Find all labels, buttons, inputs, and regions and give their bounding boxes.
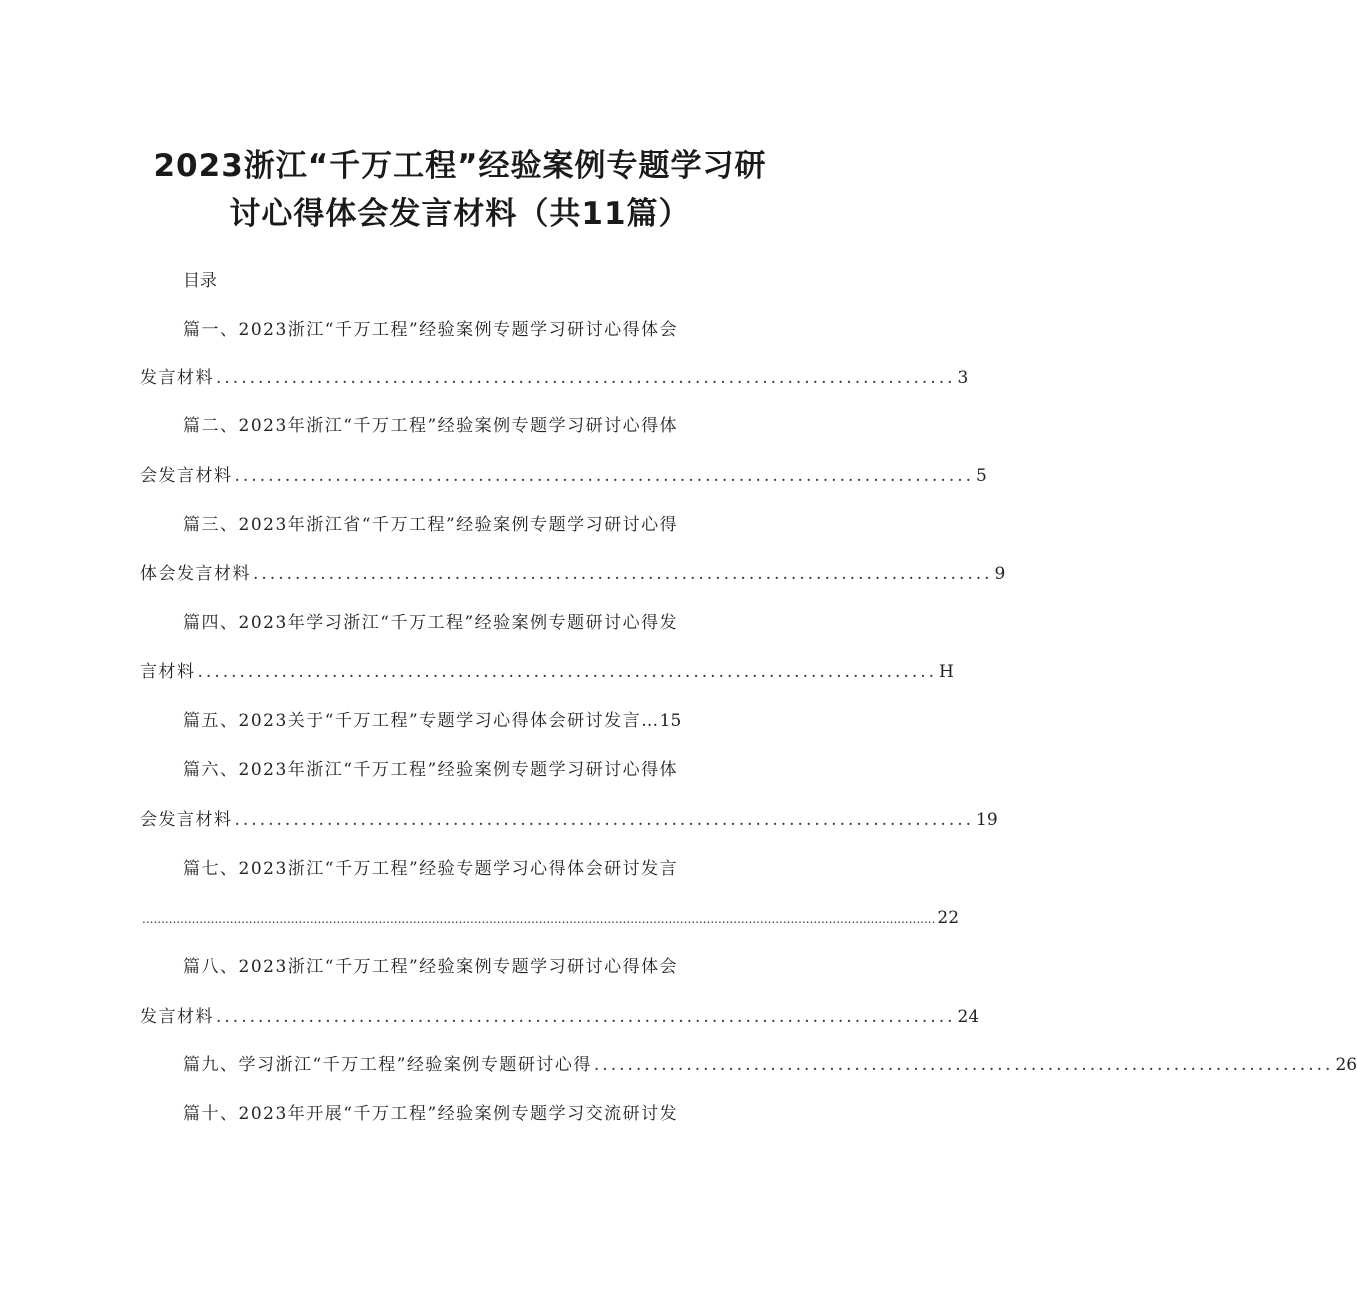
toc-page-number: 9	[994, 564, 1006, 584]
toc-heading: 目录	[183, 271, 217, 291]
toc-entry-text: 体会发言材料	[140, 564, 251, 584]
toc-entry-8-line-2[interactable]	[140, 1005, 980, 1029]
toc-entry-7-line-2[interactable]	[140, 906, 960, 931]
toc-entry-3-line-2[interactable]	[140, 562, 1006, 586]
toc-page-number: 5	[976, 466, 987, 486]
document-title-line-2: 讨心得体会发言材料（共11篇）	[229, 196, 691, 232]
toc-entry-1-line-1[interactable]: 篇一、2023浙江“千万工程”经验案例专题学习研讨心得体会	[183, 320, 679, 340]
toc-page-number: 22	[937, 908, 960, 928]
toc-entry-3-line-1[interactable]: 篇三、2023年浙江省“千万工程”经验案例专题学习研讨心得	[183, 515, 679, 535]
toc-page-number: 3	[957, 368, 969, 388]
toc-entry-4-line-1[interactable]: 篇四、2023年学习浙江“千万工程”经验案例专题研讨心得发	[183, 613, 679, 633]
toc-page-number: 19	[976, 810, 998, 830]
dot-leader: ................................................................................................................................................................................................................	[142, 912, 936, 926]
dot-leader: ........................................................................................	[216, 1007, 956, 1027]
toc-entry-1-line-2[interactable]	[140, 366, 969, 390]
toc-entry-5[interactable]	[183, 709, 743, 733]
dot-leader: ........................................................................................	[234, 466, 975, 486]
toc-page-number: 26	[1335, 1055, 1357, 1075]
dot-leader: ........................................................................................	[593, 1055, 1334, 1075]
toc-entry-text: 发言材料	[140, 368, 214, 388]
toc-entry-6-line-1[interactable]: 篇六、2023年浙江“千万工程”经验案例专题学习研讨心得体	[183, 760, 679, 780]
toc-entry-4-line-2[interactable]	[140, 660, 954, 684]
toc-page-number: 24	[957, 1007, 980, 1027]
dot-leader: ........................................................................................	[253, 564, 993, 584]
toc-entry-2-line-1[interactable]: 篇二、2023年浙江“千万工程”经验案例专题学习研讨心得体	[183, 416, 679, 436]
toc-entry-2-line-2[interactable]	[140, 464, 987, 488]
toc-entry-6-line-2[interactable]	[140, 808, 998, 832]
toc-page-number: 15	[659, 711, 682, 731]
toc-entry-text: 言材料	[140, 662, 196, 682]
dot-leader: ........................................................................................	[216, 368, 956, 388]
toc-entry-7-line-1[interactable]: 篇七、2023浙江“千万工程”经验专题学习心得体会研讨发言	[183, 859, 679, 879]
toc-entry-text: 发言材料	[140, 1007, 214, 1027]
document-title-line-1: 2023浙江“千万工程”经验案例专题学习研	[153, 148, 767, 184]
dot-leader: ........................................................................................	[197, 662, 938, 682]
toc-entry-8-line-1[interactable]: 篇八、2023浙江“千万工程”经验案例专题学习研讨心得体会	[183, 957, 679, 977]
toc-page-number: H	[939, 662, 954, 682]
toc-entry-text: 篇九、学习浙江“千万工程”经验案例专题研讨心得	[183, 1055, 592, 1075]
toc-entry-text: 篇五、2023关于“千万工程”专题学习心得体会研讨发言…	[183, 711, 660, 731]
dot-leader: ........................................................................................	[234, 810, 975, 830]
toc-entry-text: 会发言材料	[140, 810, 233, 830]
toc-entry-9[interactable]	[183, 1053, 1357, 1077]
toc-entry-text: 会发言材料	[140, 466, 233, 486]
toc-entry-10-line-1[interactable]: 篇十、2023年开展“千万工程”经验案例专题学习交流研讨发	[183, 1104, 679, 1124]
